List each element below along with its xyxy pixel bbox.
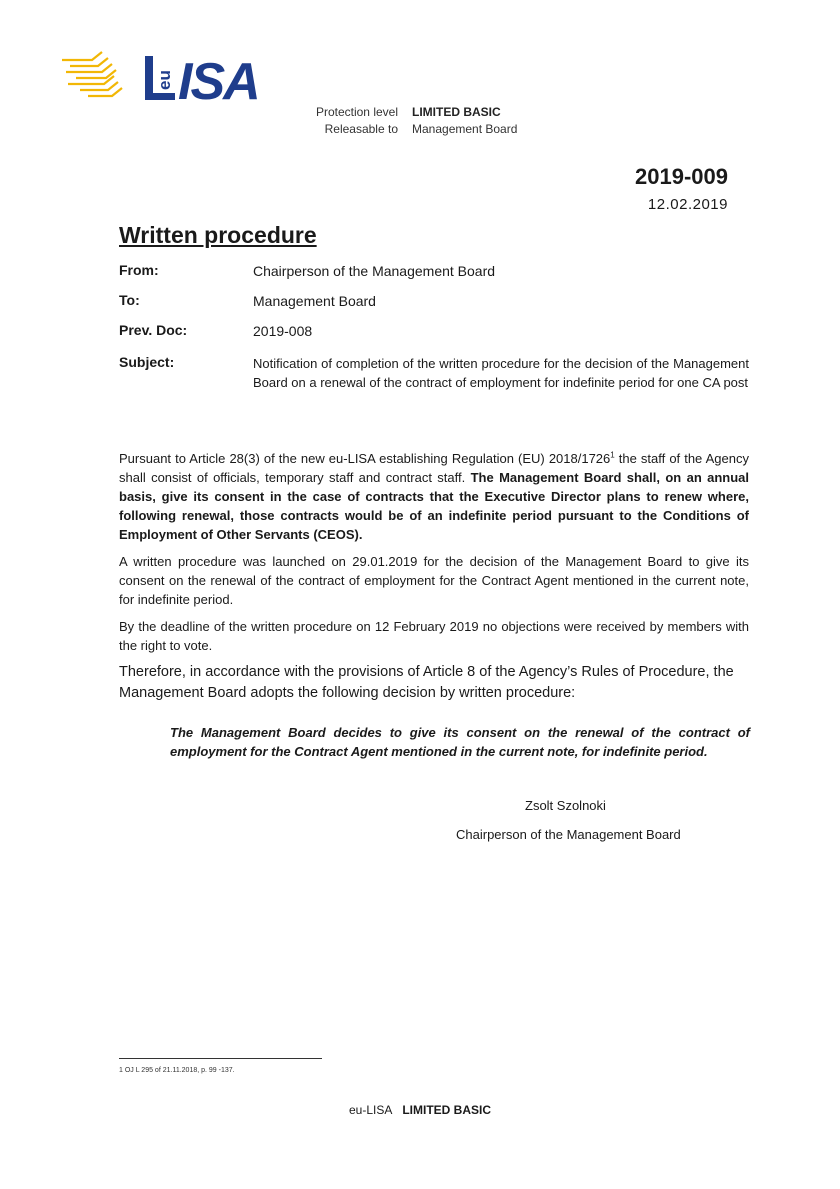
p1-text-mid: the staff of the Agency shall consist of officials, temporary staff and contract staff.: [119, 451, 749, 485]
to-label: To:: [119, 292, 140, 308]
protection-level-value: LIMITED BASIC: [412, 105, 501, 119]
releasable-value: Management Board: [412, 122, 518, 136]
signatory-title: Chairperson of the Management Board: [456, 827, 681, 842]
footnote-ref: 1: [610, 450, 615, 460]
protection-info: [300, 104, 517, 138]
document-number: 2019-009: [635, 164, 728, 189]
page-footer: [0, 1103, 840, 1117]
paragraph-4: [119, 662, 749, 704]
signatory-name: Zsolt Szolnoki: [525, 798, 606, 813]
paragraph-1: [119, 449, 749, 544]
decision-text: The Management Board decides to give its consent on the renewal of the contract of employment for the Contract Agent mentioned in the current note, for indefinite period.: [170, 725, 750, 759]
p4-text: Therefore, in accordance with the provisions of Article 8 of the Agency’s Rules of Procedure, the Management Board adopts the following decision by written procedure:: [119, 664, 734, 701]
document-date: 12.02.2019: [647, 196, 728, 213]
paragraph-3: [119, 617, 749, 655]
p1-text-start: Pursuant to Article 28(3) of the new eu-LISA establishing Regulation (EU) 2018/1726: [119, 451, 611, 466]
meta-to: [119, 292, 749, 311]
logo-eu-text: eu: [155, 70, 174, 90]
footer-level: LIMITED BASIC: [402, 1103, 492, 1117]
footer-org: eu-LISA: [348, 1103, 393, 1117]
subject-label: Subject:: [119, 354, 175, 370]
from-label: From:: [119, 262, 159, 278]
meta-subject: [119, 354, 749, 392]
meta-from: [119, 262, 749, 281]
meta-prev-doc: [119, 322, 749, 341]
prev-doc-label: Prev. Doc:: [119, 322, 188, 338]
p1-text-bold: The Management Board shall, on an annual basis, give its consent in the case of contracts that the Executive Director plans to renew where, following renewal, those contracts would be of an indefinite period pursuant to the Conditions of Employment of Other Servants (CEOS).: [119, 470, 749, 542]
protection-level-label: Protection level: [315, 105, 398, 119]
from-value: Chairperson of the Management Board: [253, 263, 496, 279]
to-value: Management Board: [253, 293, 376, 309]
footnote: 1 OJ L 295 of 21.11.2018, p. 99 -137.: [119, 1067, 235, 1074]
paragraph-2: [119, 552, 749, 609]
footnote-divider: [119, 1058, 322, 1059]
prev-doc-value: 2019-008: [253, 323, 313, 339]
logo-main-text: ISA: [178, 53, 259, 106]
p3-text: By the deadline of the written procedure on 12 February 2019 no objections were received by members with the right to vote.: [119, 619, 749, 653]
p2-text: A written procedure was launched on 29.01.2019 for the decision of the Management Board to give its consent on the renewal of the contract of employment for the Contract Agent mentioned in the current note, for indefinite period.: [119, 554, 749, 607]
page-title: Written procedure: [119, 222, 317, 248]
subject-value: Notification of completion of the written procedure for the decision of the Management Board on a renewal of the contract of employment for indefinite period for one CA post: [253, 356, 749, 390]
eu-lisa-logo: [62, 50, 284, 106]
releasable-label: Releasable to: [324, 122, 398, 136]
